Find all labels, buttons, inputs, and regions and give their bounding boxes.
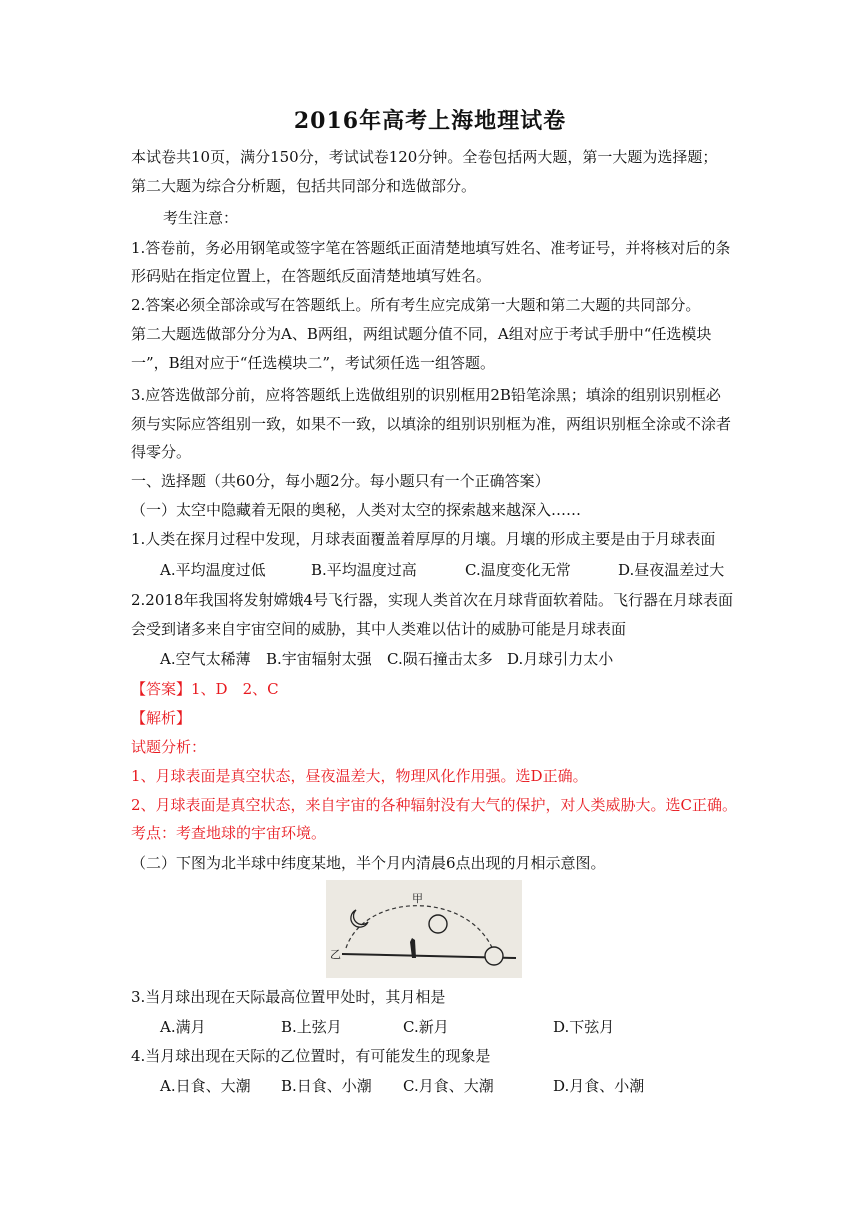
q3-option-d: D.下弦月 bbox=[553, 1018, 615, 1036]
kaodian-line: 考点：考查地球的宇宙环境。 bbox=[131, 824, 327, 842]
figure-label-jia: 甲 bbox=[412, 892, 423, 905]
notice-2b: 第二大题选做部分分为A、B两组，两组试题分值不同，A组对应于考试手册中“任选模块 bbox=[131, 325, 712, 343]
notice-2c: 一”，B组对应于“任选模块二”，考试须任选一组答题。 bbox=[131, 354, 496, 372]
q1-option-d: D.昼夜温差过大 bbox=[618, 561, 725, 579]
answer-line: 【答案】1、D 2、C bbox=[131, 680, 279, 698]
group-2-intro: （二）下图为北半球中纬度某地，半个月内清晨6点出现的月相示意图。 bbox=[131, 854, 606, 872]
page-title: 2016年高考上海地理试卷 bbox=[293, 108, 567, 134]
notice-2a: 2.答案必须全部涂或写在答题纸上。所有考生应完成第一大题和第二大题的共同部分。 bbox=[131, 296, 701, 314]
intro-line-2: 第二大题为综合分析题，包括共同部分和选做部分。 bbox=[131, 177, 477, 195]
q3-option-c: C.新月 bbox=[403, 1018, 449, 1036]
q2-option-c: C.陨石撞击太多 bbox=[387, 650, 493, 668]
question-1-stem: 1.人类在探月过程中发现，月球表面覆盖着厚厚的月壤。月壤的形成主要是由于月球表面 bbox=[131, 530, 716, 548]
q4-option-d: D.月食、小潮 bbox=[553, 1077, 645, 1095]
moon-circle-low bbox=[485, 947, 503, 965]
q4-option-b: B.日食、小潮 bbox=[281, 1077, 372, 1095]
notice-1a: 1.答卷前，务必用钢笔或签字笔在答题纸正面清楚地填写姓名、准考证号，并将核对后的条 bbox=[131, 239, 731, 257]
analysis-1: 1、月球表面是真空状态，昼夜温差大，物理风化作用强。选D正确。 bbox=[131, 767, 588, 785]
notice-heading: 考生注意： bbox=[163, 209, 239, 227]
q4-option-c: C.月食、大潮 bbox=[403, 1077, 494, 1095]
analysis-intro: 试题分析： bbox=[131, 738, 207, 756]
notice-3a: 3.应答选做部分前，应将答题纸上选做组别的识别框用2B铅笔涂黑；填涂的组别识别框必 bbox=[131, 386, 721, 404]
q4-option-a: A.日食、大潮 bbox=[160, 1077, 251, 1095]
question-2-stem-1: 2.2018年我国将发射嫦娥4号飞行器，实现人类首次在月球背面软着陆。飞行器在月球表面 bbox=[131, 591, 734, 609]
question-4-stem: 4.当月球出现在天际的乙位置时，有可能发生的现象是 bbox=[131, 1047, 491, 1065]
group-1-intro: （一）太空中隐藏着无限的奥秘，人类对太空的探索越来越深入…… bbox=[131, 501, 582, 519]
notice-3b: 须与实际应答组别一致，如果不一致，以填涂的组别识别框为准，两组识别框全涂或不涂者 bbox=[131, 415, 732, 433]
analysis-label: 【解析】 bbox=[131, 709, 192, 727]
intro-line-1: 本试卷共10页，满分150分，考试试卷120分钟。全卷包括两大题，第一大题为选择题； bbox=[131, 148, 718, 166]
q1-option-a: A.平均温度过低 bbox=[160, 561, 266, 579]
question-2-stem-2: 会受到诸多来自宇宙空间的威胁，其中人类难以估计的威胁可能是月球表面 bbox=[131, 620, 627, 638]
q3-option-b: B.上弦月 bbox=[281, 1018, 342, 1036]
section-1-heading: 一、选择题（共60分，每小题2分。每小题只有一个正确答案） bbox=[131, 472, 550, 490]
q3-option-a: A.满月 bbox=[160, 1018, 206, 1036]
q2-option-b: B.宇宙辐射太强 bbox=[266, 650, 372, 668]
q2-option-d: D.月球引力太小 bbox=[507, 650, 614, 668]
question-3-stem: 3.当月球出现在天际最高位置甲处时，其月相是 bbox=[131, 988, 446, 1006]
moon-phase-diagram bbox=[326, 880, 522, 978]
analysis-2: 2、月球表面是真空状态，来自宇宙的各种辐射没有大气的保护，对人类威胁大。选C正确。 bbox=[131, 796, 738, 814]
notice-1b: 形码贴在指定位置上，在答题纸反面清楚地填写姓名。 bbox=[131, 267, 492, 285]
notice-3c: 得零分。 bbox=[131, 443, 192, 461]
figure-label-yi: 乙 bbox=[330, 948, 341, 961]
q1-option-c: C.温度变化无常 bbox=[465, 561, 571, 579]
q1-option-b: B.平均温度过高 bbox=[311, 561, 417, 579]
q2-option-a: A.空气太稀薄 bbox=[160, 650, 251, 668]
